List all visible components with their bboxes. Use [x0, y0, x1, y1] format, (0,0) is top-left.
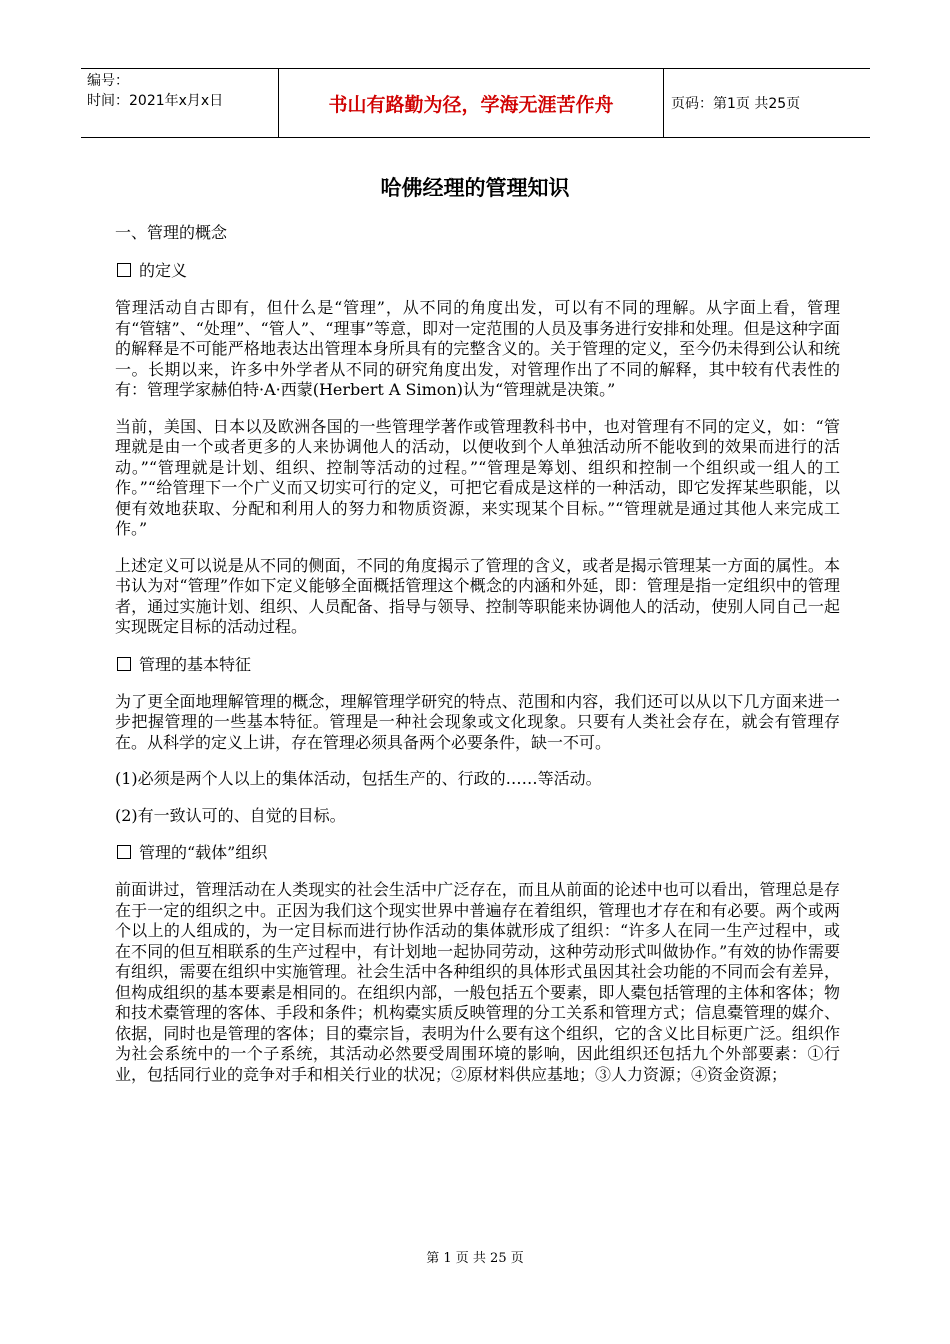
document-title: 哈佛经理的管理知识	[380, 176, 570, 200]
document-date: 时间：2021年x月x日	[87, 93, 224, 109]
checkbox-icon	[117, 657, 131, 671]
paragraph: 上述定义可以说是从不同的侧面，不同的角度揭示了管理的含义，或者是揭示管理某一方面的属性。本书认为对“管理”作如下定义能够全面概括管理这个概念的内涵和外延，即：管理是指一定组织中的管理者，通过实施计划、组织、人员配备、指导与领导、控制等职能来协调他人的活动，使别人同自己一起实现既定目标的活动过程。	[115, 555, 840, 636]
header-meta	[81, 69, 279, 137]
subsection-title: 管理的基本特征	[139, 654, 252, 674]
section-heading: 一、管理的概念	[115, 223, 228, 242]
checkbox-icon	[117, 845, 131, 859]
subsection-title: 的定义	[139, 261, 188, 280]
checkbox-icon	[117, 263, 131, 277]
document-number: 编号：	[87, 73, 129, 89]
motto-text: 书山有路勤为径，学海无涯苦作舟	[328, 93, 614, 116]
paragraph: 为了更全面地理解管理的概念，理解管理学研究的特点、范围和内容，我们还可以从以下几方面来进一步把握管理的一些基本特征。管理是一种社会现象或文化现象。只要有人类社会存在，就会有管理存在。从科学的定义上讲，存在管理必须具备两个必要条件，缺一不可。	[115, 691, 840, 752]
paragraph: 当前，美国、日本以及欧洲各国的一些管理学著作或管理教科书中，也对管理有不同的定义，如：“管理就是由一个或者更多的人来协调他人的活动，以便收到个人单独活动所不能收到的效果而进行的活动。”“管理就是计划、组织、控制等活动的过程。”“管理是筹划、组织和控制一个组织或一组人的工作。”“给管理下一个广义而又切实可行的定义，可把它看成是这样的一种活动，即它发挥某些职能，以便有效地获取、分配和利用人的努力和物质资源，来实现某个目标。”“管理就是通过其他人来完成工作。”	[115, 416, 840, 538]
paragraph: (2)有一致认可的、自觉的目标。	[115, 805, 346, 825]
page-footer: 第 1 页 共 25 页	[426, 1251, 524, 1266]
paragraph: 管理活动自古即有，但什么是“管理”，从不同的角度出发，可以有不同的理解。从字面上看，管理有“管辖”、“处理”、“管人”、“理事”等意，即对一定范围的人员及事务进行安排和处理。但是这种字面的解释是不可能严格地表达出管理本身所具有的完整含义的。关于管理的定义，至今仍未得到公认和统一。长期以来，许多中外学者从不同的研究角度出发，对管理作出了不同的解释，其中较有代表性的有：管理学家赫伯特·A·西蒙(Herbert A Simon)认为“管理就是决策。”	[115, 298, 840, 399]
document-body	[115, 222, 840, 1101]
paragraph: (1)必须是两个人以上的集体活动，包括生产的、行政的……等活动。	[115, 769, 602, 788]
subsection-heading-definition	[115, 260, 840, 282]
page-info-text: 页码：第1页 共25页	[671, 96, 801, 112]
subsection-heading-organization	[115, 842, 840, 864]
subsection-title: 管理的“载体”组织	[139, 843, 268, 862]
header-motto	[279, 69, 664, 137]
page-header	[81, 68, 870, 138]
paragraph: 前面讲过，管理活动在人类现实的社会生活中广泛存在，而且从前面的论述中也可以看出，管理总是存在于一定的组织之中。正因为我们这个现实世界中普遍存在着组织，管理也才存在和有必要。两个或两个以上的人组成的，为一定目标而进行协作活动的集体就形成了组织：“许多人在同一生产过程中，或在不同的但互相联系的生产过程中，有计划地一起协同劳动，这种劳动形式叫做协作。”有效的协作需要有组织，需要在组织中实施管理。社会生活中各种组织的具体形式虽因其社会功能的不同而会有差异，但构成组织的基本要素是相同的。在组织内部，一般包括五个要素，即人橐包括管理的主体和客体；物和技术橐管理的客体、手段和条件；机构橐实质反映管理的分工关系和管理方式；信息橐管理的媒介、依据，同时也是管理的客体；目的橐宗旨，表明为什么要有这个组织，它的含义比目标更广泛。组织作为社会系统中的一个子系统，其活动必然要受周围环境的影响，因此组织还包括九个外部要素：①行业，包括同行业的竞争对手和相关行业的状况；②原材料供应基地；③人力资源；④资金资源；	[115, 880, 840, 1084]
header-page-info	[664, 69, 870, 137]
subsection-heading-features	[115, 654, 840, 676]
